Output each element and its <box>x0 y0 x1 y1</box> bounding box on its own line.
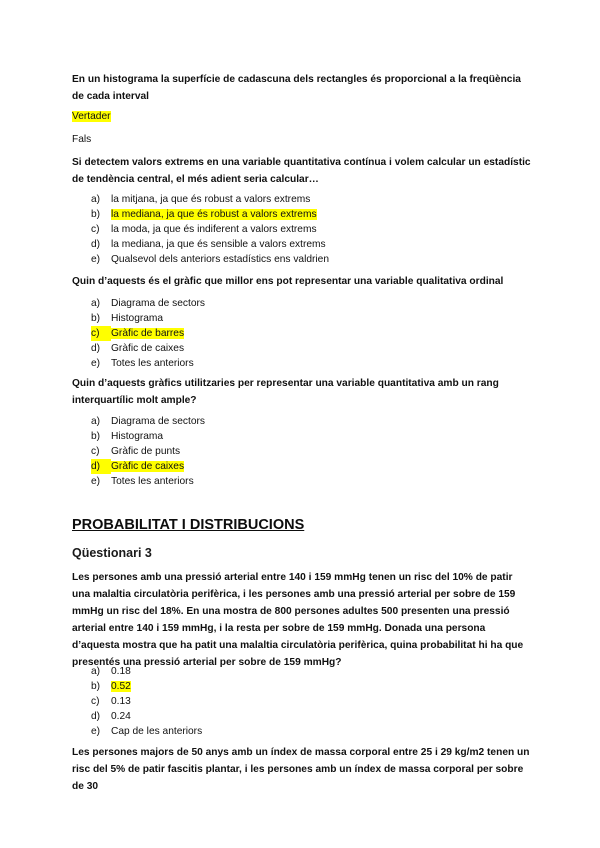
option-c: c) la moda, ja que és indiferent a valors extrems <box>91 224 317 235</box>
options-blood-pressure <box>72 664 532 739</box>
question-histogram: En un histograma la superfície de cadascuna dels rectangles és proporcional a la freqüència de cada interval <box>72 74 521 102</box>
option-a: a) la mitjana, ja que és robust a valors extrems <box>91 194 311 205</box>
option-c: c) Gràfic de barres <box>91 328 185 339</box>
option-b: b) la mediana, ja que és robust a valors extrems <box>91 209 317 220</box>
option-a: a) Diagrama de sectors <box>91 416 205 427</box>
option-e: e) Totes les anteriors <box>91 476 194 487</box>
question-central-tendency: Si detectem valors extrems en una variable quantitativa contínua i volem calcular un estadístic de tendència central, el més adient seria calcular… <box>72 157 531 185</box>
option-d: d) Gràfic de caixes <box>91 343 185 354</box>
options-ordinal-chart <box>72 296 532 371</box>
answer-true <box>72 108 532 125</box>
answer-false: Fals <box>72 134 92 145</box>
section-heading: PROBABILITAT I DISTRIBUCIONS <box>72 517 305 533</box>
question-ordinal-chart: Quin d’aquests és el gràfic que millor ens pot representar una variable qualitativa ordinal <box>72 276 504 287</box>
question-blood-pressure: Les persones amb una pressió arterial entre 140 i 159 mmHg tenen un risc del 10% de patir una malaltia circulatòria perifèrica, i les persones amb una pressió arterial per sobre de 159 mmHg un risc del 18%. En una mostra de 800 persones adultes 500 presenten una pressió arterial entre 140 i 159 mmHg, i la resta per sobre de 159 mmHg. Donada una persona d’aquesta mostra que ha patit una malaltia circulatòria perifèrica, quina probabilitat hi ha que presentés una pressió arterial per sobre de 159 mmHg? <box>72 572 524 668</box>
option-c: c) 0.13 <box>91 696 131 707</box>
section-subheading: Qüestionari 3 <box>72 546 152 560</box>
option-d: d) 0.24 <box>91 711 131 722</box>
option-e: e) Totes les anteriors <box>91 358 194 369</box>
question-iqr-chart: Quin d’aquests gràfics utilitzaries per representar una variable quantitativa amb un rang interquartílic molt ample? <box>72 378 499 406</box>
option-d: d) la mediana, ja que és sensible a valors extrems <box>91 239 326 250</box>
option-b: b) Histograma <box>91 431 164 442</box>
option-d: d) Gràfic de caixes <box>91 461 185 472</box>
option-e: e) Qualsevol dels anteriors estadístics ens valdrien <box>91 254 330 265</box>
option-b: b) 0.52 <box>91 681 131 692</box>
options-iqr-chart <box>72 414 532 489</box>
option-b: b) Histograma <box>91 313 164 324</box>
option-a: a) Diagrama de sectors <box>91 298 205 309</box>
option-a: a) 0.18 <box>91 666 131 677</box>
question-bmi-fasciitis: Les persones majors de 50 anys amb un índex de massa corporal entre 25 i 29 kg/m2 tenen un risc del 5% de patir fascitis plantar, i les persones amb un índex de massa corporal per sobre de 30 <box>72 747 530 792</box>
option-e: e) Cap de les anteriors <box>91 726 203 737</box>
option-c: c) Gràfic de punts <box>91 446 181 457</box>
answer-true-label: Vertader <box>72 111 111 122</box>
options-central-tendency <box>72 192 532 267</box>
